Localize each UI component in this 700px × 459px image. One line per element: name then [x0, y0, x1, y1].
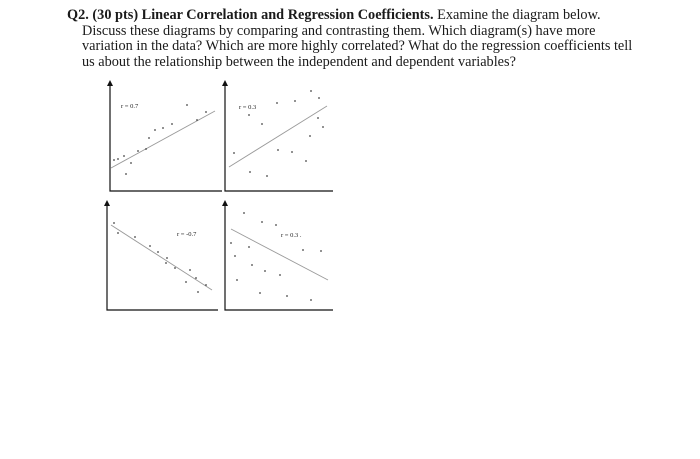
question-title: Linear Correlation and Regression Coefficients.	[141, 7, 434, 23]
panel-1-points	[113, 104, 207, 175]
scatter-panel-2	[225, 83, 333, 191]
question-body: Examine the diagram below. Discuss these diagrams by comparing and contrasting them. Which diagram(s) have more variation in the data? Which are more highly correlated? What do the regression coefficients tell us about the relationship between the independent and dependent variables?	[82, 7, 633, 70]
panel-3-axes	[107, 203, 218, 310]
panel-1-label: r = 0.7	[121, 103, 139, 110]
panel-2-axes	[225, 83, 333, 191]
question-points: (30 pts)	[92, 7, 139, 23]
panel-4-label: r = 0.3 .	[281, 232, 302, 239]
scatter-panel-4	[225, 203, 333, 310]
panel-1-axes	[110, 83, 222, 191]
panel-2-label: r = 0.3	[239, 104, 257, 111]
question-number: Q2.	[67, 7, 89, 23]
scatter-panel-1	[110, 83, 222, 191]
panel-4-points	[230, 212, 322, 301]
scatter-panel-3	[107, 203, 218, 310]
panel-4-regression-line	[231, 229, 328, 280]
panel-3-label: r = -0.7	[177, 231, 197, 238]
panel-3-regression-line	[111, 225, 212, 290]
panel-4-axes	[225, 203, 333, 310]
panel-2-regression-line	[229, 106, 327, 167]
panel-1-regression-line	[111, 111, 215, 168]
